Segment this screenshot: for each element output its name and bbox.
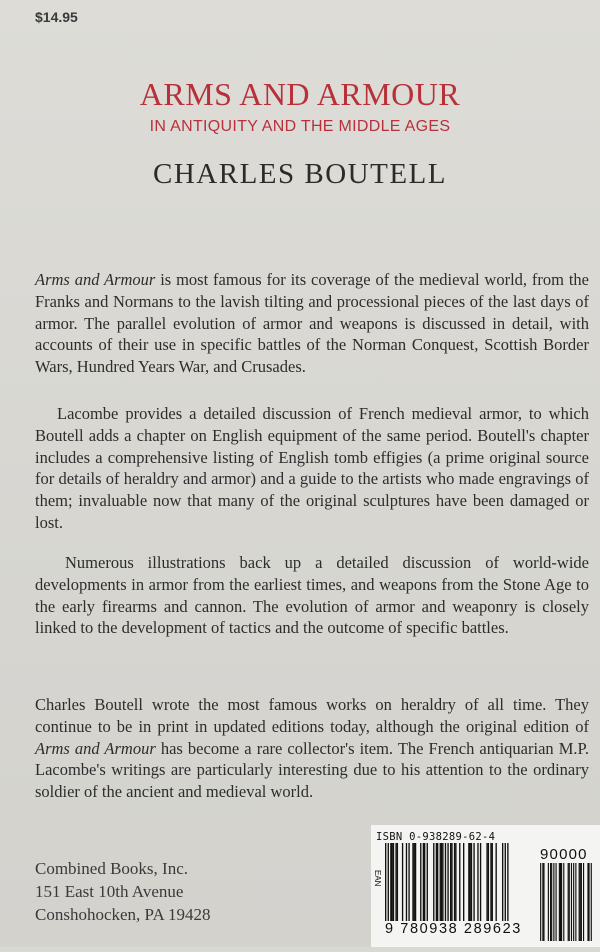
addon-bar <box>560 863 561 941</box>
addon-bar <box>563 863 564 941</box>
description-paragraph-3: Numerous illustrations back up a detailed discussion of world-wide developments in armor from the earliest times, and weapons from the Stone Age to the early firearms and cannon. The evolution of armor and weaponry is closely linked to the development of tactics and the outcome of specific battles. <box>35 553 589 638</box>
author-bio-paragraph <box>35 694 589 803</box>
barcode-bar <box>496 843 497 923</box>
addon-bar <box>573 863 574 941</box>
addon-bar <box>540 863 541 941</box>
barcode-bar <box>470 843 471 923</box>
addon-bar <box>589 863 590 941</box>
addon-bar <box>575 863 576 941</box>
barcode-bar <box>433 843 434 923</box>
barcode-bar <box>492 843 493 923</box>
paragraph-text: is most famous for its coverage of the medieval world, from the Franks and Normans to the lavish tilting and processional pieces of the last days of armor. The parallel evolution of armor and weapons is discussed in detail, with accounts of their use in specific battles of the Norman Conquest, Scottish Border Wars, Hundred Years War, and Crusades. <box>35 270 589 377</box>
book-subtitle: IN ANTIQUITY AND THE MIDDLE AGES <box>149 118 451 135</box>
barcode-bar <box>423 843 424 923</box>
barcode-bar <box>441 843 442 923</box>
addon-bar <box>548 863 549 941</box>
barcode-bar <box>412 843 413 923</box>
addon-bar <box>568 863 569 941</box>
publisher-name: Combined Books, Inc. <box>35 859 188 878</box>
publisher-street: 151 East 10th Avenue <box>35 882 184 901</box>
addon-bar <box>553 863 554 941</box>
barcode-bar <box>385 843 386 931</box>
barcode-bar <box>505 843 506 931</box>
addon-bar <box>587 863 588 941</box>
addon-bar <box>591 863 592 941</box>
publisher-city: Conshohocken, PA 19428 <box>35 905 211 924</box>
addon-bar <box>580 863 581 941</box>
barcode-bar <box>480 843 481 923</box>
addon-bar <box>551 863 552 941</box>
addon-bar <box>542 863 543 941</box>
barcode-bar <box>390 843 391 923</box>
book-title-italic: Arms and Armour <box>35 738 156 758</box>
barcode-bar <box>408 843 409 923</box>
addon-bar <box>556 863 557 941</box>
addon-bar <box>579 863 580 941</box>
barcode-bar <box>414 843 415 923</box>
barcode-bar <box>447 843 448 931</box>
addon-bar <box>561 863 562 941</box>
barcode-bar <box>440 843 441 923</box>
description-paragraph-1 <box>35 269 589 378</box>
addon-digits: 90000 <box>540 846 588 863</box>
barcode-bar <box>402 843 403 923</box>
barcode-bar <box>445 843 446 931</box>
barcode-bar <box>388 843 389 931</box>
barcode-bar <box>502 843 503 923</box>
paragraph-text: has become a rare collector's item. The French antiquarian M.P. Lacombe's writings are particularly interesting due to his attention to the ordinary soldier of the ancient and medieval world. <box>35 738 589 802</box>
barcode-bar <box>454 843 455 923</box>
barcode-bar <box>406 843 407 923</box>
book-title-italic: Arms and Armour <box>35 270 156 289</box>
barcode-bar <box>450 843 451 923</box>
barcode-bar <box>455 843 456 923</box>
barcode-bar <box>451 843 452 923</box>
publisher-address <box>35 857 211 926</box>
ean-digits: 9 780938 289623 <box>385 921 522 937</box>
barcode-bar <box>468 843 469 923</box>
barcode-bar <box>486 843 487 923</box>
barcode-bar <box>427 843 428 923</box>
addon-bar <box>543 863 544 941</box>
addon-bar <box>559 863 560 941</box>
barcode-bar <box>471 843 472 923</box>
description-paragraph-2: Lacombe provides a detailed discussion of French medieval armor, to which Boutell adds a chapter on English equipment of the same period. Boutell's chapter includes a comprehensive listing of English tomb effigies (a prime original source for details of heraldry and armor) and a guide to the artists who made engravings of them; invaluable now that many of the original sculptures have been damaged or lost. <box>35 404 589 532</box>
barcode-bar <box>397 843 398 923</box>
barcode-bar <box>437 843 438 923</box>
barcode-bar <box>507 843 508 931</box>
barcode-bar <box>442 843 443 923</box>
addon-bar <box>569 863 570 941</box>
barcode-bar <box>463 843 464 923</box>
barcode-bar <box>473 843 474 923</box>
barcode-bar <box>395 843 396 923</box>
barcode-bar <box>477 843 478 923</box>
barcode-bar <box>459 843 460 923</box>
author-name: CHARLES BOUTELL <box>153 158 447 190</box>
barcode-bar <box>392 843 393 923</box>
barcode-bar <box>424 843 425 923</box>
barcode-bar <box>436 843 437 923</box>
barcode-bar <box>488 843 489 923</box>
price-label: $14.95 <box>35 9 78 25</box>
addon-bar <box>550 863 551 941</box>
barcode-bar <box>420 843 421 923</box>
paragraph-text: Charles Boutell wrote the most famous works on heraldry of all time. They continue to be in print in updated editions today, although the original edition of <box>35 695 589 736</box>
ean-label: EAN <box>373 870 382 887</box>
barcode-bar <box>393 843 394 923</box>
addon-bar <box>583 863 584 941</box>
barcode-bar <box>490 843 491 923</box>
isbn-label: ISBN 0-938289-62-4 <box>376 831 496 843</box>
book-title: ARMS AND ARMOUR <box>139 76 461 112</box>
addon-bar <box>571 863 572 941</box>
addon-bar <box>581 863 582 941</box>
barcode-bar <box>415 843 416 923</box>
